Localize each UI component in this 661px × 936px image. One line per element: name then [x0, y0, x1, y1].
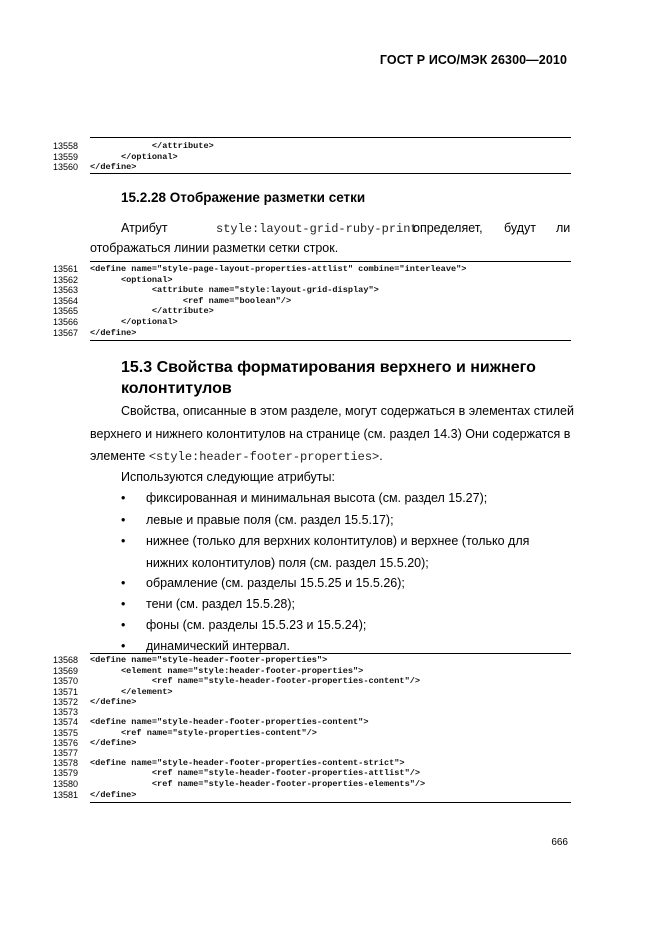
- code-line: 13574 <define name="style-header-footer-properties-content">: [52, 716, 369, 727]
- document-header: ГОСТ Р ИСО/МЭК 26300—2010: [379, 53, 567, 67]
- heading-line: колонтитулов: [121, 380, 232, 397]
- code-line: 13560 </define>: [52, 162, 137, 173]
- code-line: 13577: [52, 747, 78, 758]
- bullet-marker: •: [121, 597, 126, 611]
- paragraph-word: ли: [556, 221, 571, 235]
- code-line: 13572 </define>: [52, 697, 137, 708]
- code-bottom-rule: [90, 802, 571, 803]
- paragraph-line: верхнего и нижнего колонтитулов на странице (см. раздел 14.3) Они содержатся в: [90, 427, 571, 441]
- list-item: обрамление (см. разделы 15.5.25 и 15.5.26);: [146, 576, 405, 590]
- section-heading: 15.2.28 Отображение разметки сетки: [121, 190, 366, 205]
- list-item: левые и правые поля (см. раздел 15.5.17);: [146, 513, 394, 527]
- code-line: 13573: [52, 706, 78, 717]
- list-item: тени (см. раздел 15.5.28);: [146, 597, 296, 611]
- paragraph-word: будут: [504, 221, 536, 235]
- code-line: 13571 </element>: [52, 686, 173, 697]
- attribute-code: style:layout-grid-ruby-print: [216, 222, 418, 236]
- code-line: 13561 <define name="style-page-layout-properties-attlist" combine="interleave">: [52, 264, 467, 274]
- paragraph-word: определяет,: [413, 221, 483, 235]
- list-item: динамический интервал.: [146, 639, 290, 653]
- code-block-1: [0, 141, 661, 173]
- code-line: 13581 </define>: [52, 789, 137, 800]
- code-line: 13578 <define name="style-header-footer-properties-content-strict">: [52, 757, 405, 768]
- section-heading: [121, 357, 581, 399]
- heading-line: 15.3 Свойства форматирования верхнего и нижнего: [121, 359, 536, 376]
- code-line: 13566 </optional>: [52, 316, 178, 327]
- code-block-3: [0, 655, 661, 800]
- code-line: 13579 <ref name="style-header-footer-properties-attlist"/>: [52, 768, 421, 779]
- code-bottom-rule: [90, 340, 571, 341]
- bullet-marker: •: [121, 534, 126, 548]
- paragraph-line: Свойства, описанные в этом разделе, могут содержаться в элементах стилей: [121, 404, 574, 418]
- bullet-marker: •: [121, 491, 126, 505]
- code-line: 13559 </optional>: [52, 151, 178, 162]
- code-line: 13580 <ref name="style-header-footer-properties-elements"/>: [52, 778, 426, 789]
- code-block-2: [0, 264, 661, 338]
- code-line: 13576 </define>: [52, 738, 137, 749]
- paragraph-word: Атрибут: [121, 221, 168, 235]
- paragraph-line: отображаться линии разметки сетки строк.: [90, 241, 339, 255]
- list-item: нижнее (только для верхних колонтитулов) и верхнее (только для нижних колонтитулов) поля (см. раздел 15.5.20);: [146, 534, 530, 570]
- code-top-rule: [90, 137, 571, 138]
- code-top-rule: [90, 653, 571, 654]
- bullet-marker: •: [121, 618, 126, 632]
- code-bottom-rule: [90, 173, 571, 174]
- list-item: фоны (см. разделы 15.5.23 и 15.5.24);: [146, 618, 367, 632]
- code-line: 13558 </attribute>: [52, 141, 214, 151]
- code-top-rule: [90, 261, 571, 262]
- code-line: 13567 </define>: [52, 327, 137, 338]
- bullet-marker: •: [121, 639, 126, 653]
- code-line: 13565 </attribute>: [52, 306, 214, 317]
- list-item: фиксированная и минимальная высота (см. раздел 15.27);: [146, 491, 488, 505]
- code-line: 13575 <ref name="style-properties-content"/>: [52, 727, 317, 738]
- bullet-marker: •: [121, 576, 126, 590]
- code-line: 13563 <attribute name="style:layout-grid-display">: [52, 285, 379, 296]
- element-code: <style:header-footer-properties>: [148, 450, 380, 464]
- bullet-marker: •: [121, 513, 126, 527]
- page-number: 666: [551, 837, 568, 848]
- code-line: 13569 <element name="style:header-footer-properties">: [52, 665, 364, 676]
- code-line: 13562 <optional>: [52, 274, 173, 285]
- paragraph-line: Используются следующие атрибуты:: [121, 470, 335, 484]
- paragraph-line: элементе <style:header-footer-properties>.: [90, 449, 383, 464]
- code-line: 13568 <define name="style-header-footer-properties">: [52, 655, 328, 665]
- code-line: 13570 <ref name="style-header-footer-properties-content"/>: [52, 676, 421, 687]
- code-line: 13564 <ref name="boolean"/>: [52, 295, 292, 306]
